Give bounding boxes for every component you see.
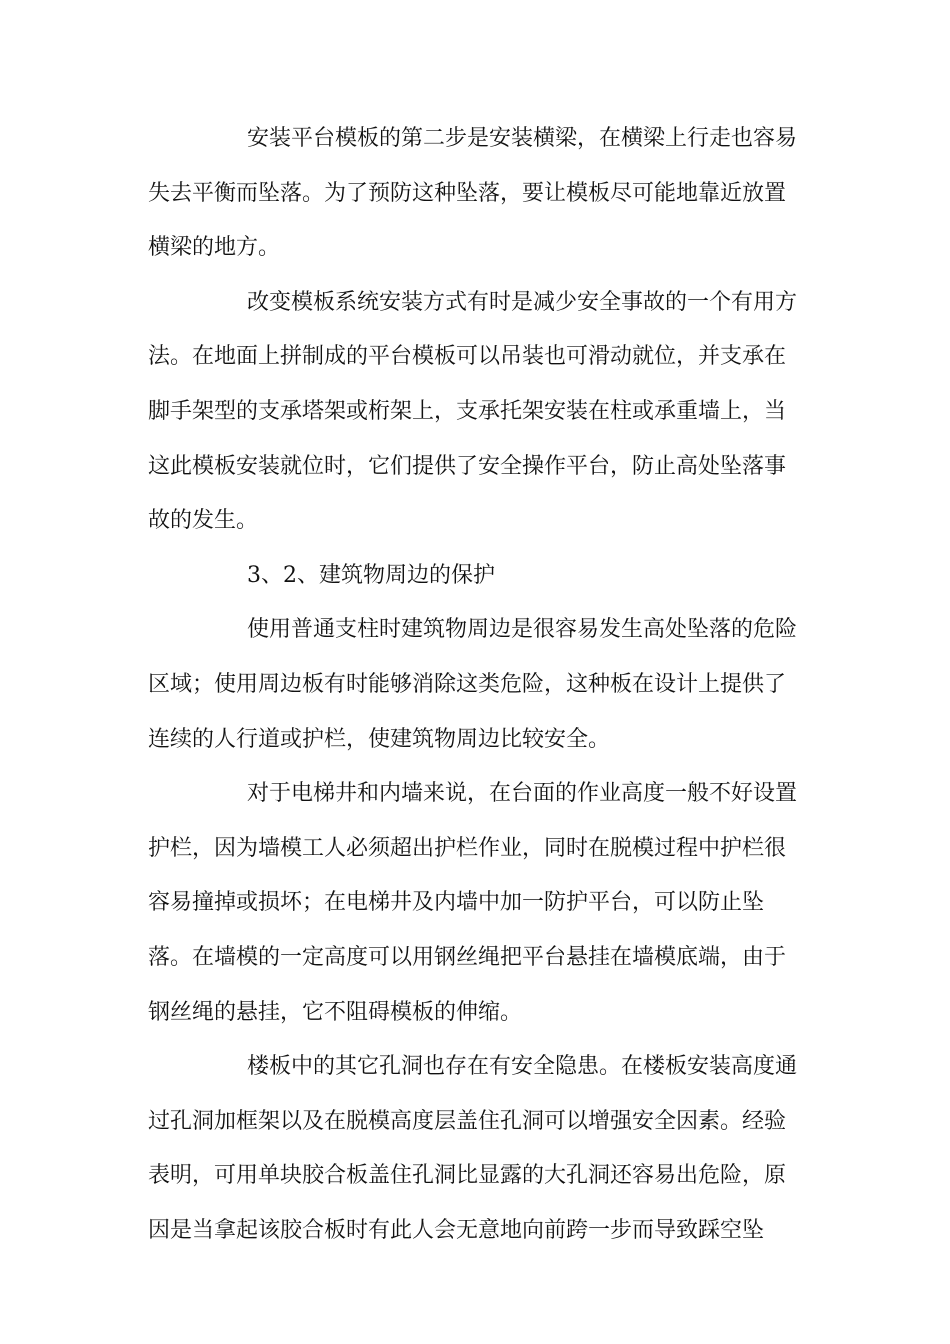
text-line: 使用普通支柱时建筑物周边是很容易发生高处坠落的危险 <box>247 617 798 643</box>
text-line: 连续的人行道或护栏，使建筑物周边比较安全。 <box>148 726 611 752</box>
text-line: 过孔洞加框架以及在脱模高度层盖住孔洞可以增强安全因素。经验 <box>148 1108 787 1134</box>
text-line: 楼板中的其它孔洞也存在有安全隐患。在楼板安装高度通 <box>247 1054 798 1080</box>
section-heading <box>148 549 808 604</box>
paragraph-5 <box>148 1040 808 1258</box>
paragraph-4 <box>148 767 808 1040</box>
heading-text: 3、2、建筑物周边的保护 <box>247 562 495 588</box>
text-line: 法。在地面上拼制成的平台模板可以吊装也可滑动就位，并支承在 <box>148 344 787 370</box>
text-line: 对于电梯井和内墙来说，在台面的作业高度一般不好设置 <box>247 781 798 807</box>
text-line: 安装平台模板的第二步是安装横梁，在横梁上行走也容易 <box>247 126 798 151</box>
text-line: 区域；使用周边板有时能够消除这类危险，这种板在设计上提供了 <box>148 671 787 697</box>
text-line: 改变模板系统安装方式有时是减少安全事故的一个有用方 <box>247 289 798 315</box>
text-line: 表明，可用单块胶合板盖住孔洞比显露的大孔洞还容易出危险，原 <box>148 1163 787 1189</box>
text-line: 这此模板安装就位时，它们提供了安全操作平台，防止高处坠落事 <box>148 453 787 479</box>
document-body <box>148 112 808 1258</box>
text-line: 护栏，因为墙模工人必须超出护栏作业，同时在脱模过程中护栏很 <box>148 835 787 861</box>
text-line: 因是当拿起该胶合板时有此人会无意地向前跨一步而导致踩空坠 <box>148 1217 765 1243</box>
text-line: 钢丝绳的悬挂，它不阻碍模板的伸缩。 <box>148 999 523 1025</box>
paragraph-3 <box>148 603 808 767</box>
text-line: 失去平衡而坠落。为了预防这种坠落，要让模板尽可能地靠近放置 <box>148 180 787 206</box>
text-line: 落。在墙模的一定高度可以用钢丝绳把平台悬挂在墙模底端，由于 <box>148 944 787 970</box>
paragraph-1 <box>148 112 808 276</box>
text-line: 故的发生。 <box>148 508 259 534</box>
paragraph-2 <box>148 276 808 549</box>
text-line: 横梁的地方。 <box>148 235 281 261</box>
text-line: 容易撞掉或损坏；在电梯井及内墙中加一防护平台，可以防止坠 <box>148 890 765 916</box>
text-line: 脚手架型的支承塔架或桁架上，支承托架安装在柱或承重墙上，当 <box>148 398 787 424</box>
